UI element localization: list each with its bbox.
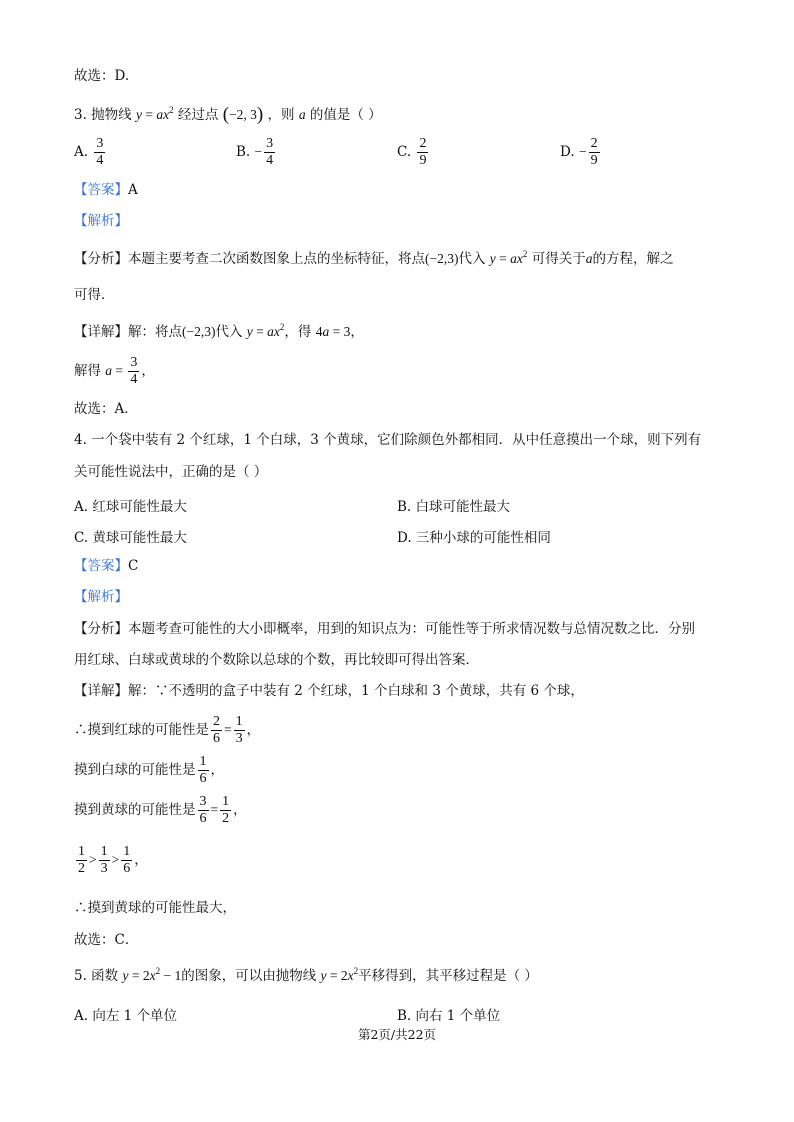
q3-final: 故选：A． xyxy=(74,401,138,417)
q4-final: 故选：C． xyxy=(74,932,139,948)
q3-analysis-heading: 【解析】 xyxy=(74,213,128,229)
q3-option-c: C. $\frac{2}{9}$ xyxy=(397,136,427,168)
page-number: 第2页/共22页 xyxy=(357,1027,437,1042)
q3-xiangjie: 【详解】解：将点(−2,3)代入 $y = ax^2$，得 4a = 3， xyxy=(74,322,364,340)
q4-option-c: C. 黄球可能性最大 xyxy=(74,530,187,546)
q3-option-d: D. − $\frac{2}{9}$ xyxy=(560,136,598,168)
q5-option-a: A. 向左 1 个单位 xyxy=(74,1008,178,1024)
q4-red-probability: ∴摸到红球的可能性是 $\frac{2}{6}$ = $\frac{1}{3}$ ， xyxy=(74,714,261,746)
q3-solution: 解得 a = $\frac{3}{4}$ ， xyxy=(74,355,155,387)
q4-option-b: B. 白球可能性最大 xyxy=(397,499,511,515)
q3-equation: $y = ax^2$ xyxy=(135,105,174,122)
q3-stem: 3. 抛物线 $y = ax^2$ 经过点 (−2, 3) ，则 a 的值是（ ） xyxy=(74,104,382,125)
q4-analysis-heading: 【解析】 xyxy=(74,589,128,605)
q4-stem-line1: 4. 一个袋中装有 2 个红球，1 个白球，3 个黄球，它们除颜色外都相同．从中任意摸出一个球，则下列有 xyxy=(74,432,702,448)
q4-fenxi: 【分析】本题考查可能性的大小即概率，用到的知识点为：可能性等于所求情况数与总情况数之比．分别 xyxy=(74,621,695,637)
q3-fenxi-cont: 可得． xyxy=(74,287,115,303)
q5-option-b: B. 向右 1 个单位 xyxy=(397,1008,501,1024)
q4-xiangjie: 【详解】解：∵不透明的盒子中装有 2 个红球，1 个白球和 3 个黄球，共有 6 个球， xyxy=(74,683,584,699)
q3-answer: 【答案】A xyxy=(74,182,138,198)
q3-option-a: A. $\frac{3}{4}$ xyxy=(74,136,104,168)
q3-option-b: B. − $\frac{3}{4}$ xyxy=(236,136,274,168)
q4-fenxi-cont: 用红球、白球或黄球的个数除以总球的个数，再比较即可得出答案． xyxy=(74,652,479,668)
q3-fenxi: 【分析】本题主要考查二次函数图象上点的坐标特征，将点(−2,3)代入 $y = ax^2$ 可得关于a的方程，解之 xyxy=(74,249,674,267)
q4-option-a: A. 红球可能性最大 xyxy=(74,499,187,515)
q4-stem-line2: 关可能性说法中，正确的是（ ） xyxy=(74,464,268,480)
q4-yellow-probability: 摸到黄球的可能性是 $\frac{3}{6}$ = $\frac{1}{2}$ ， xyxy=(74,794,247,826)
q4-option-d: D. 三种小球的可能性相同 xyxy=(397,530,551,546)
q4-answer: 【答案】C xyxy=(74,558,139,574)
q4-conclusion: ∴摸到黄球的可能性最大， xyxy=(74,900,236,916)
prev-answer: 故选：D. xyxy=(74,68,130,84)
q5-stem: 5. 函数 $y = 2x^2 - 1$的图象，可以由抛物线 $y = 2x^2$平移得到，其平移过程是（ ） xyxy=(74,966,538,984)
q3-point: −2, 3 xyxy=(229,107,257,122)
q4-white-probability: 摸到白球的可能性是 $\frac{1}{6}$ ， xyxy=(74,754,224,786)
q4-comparison: $\frac{1}{2}$ > $\frac{1}{3}$ > $\frac{1}{6}$ ， xyxy=(78,844,148,876)
